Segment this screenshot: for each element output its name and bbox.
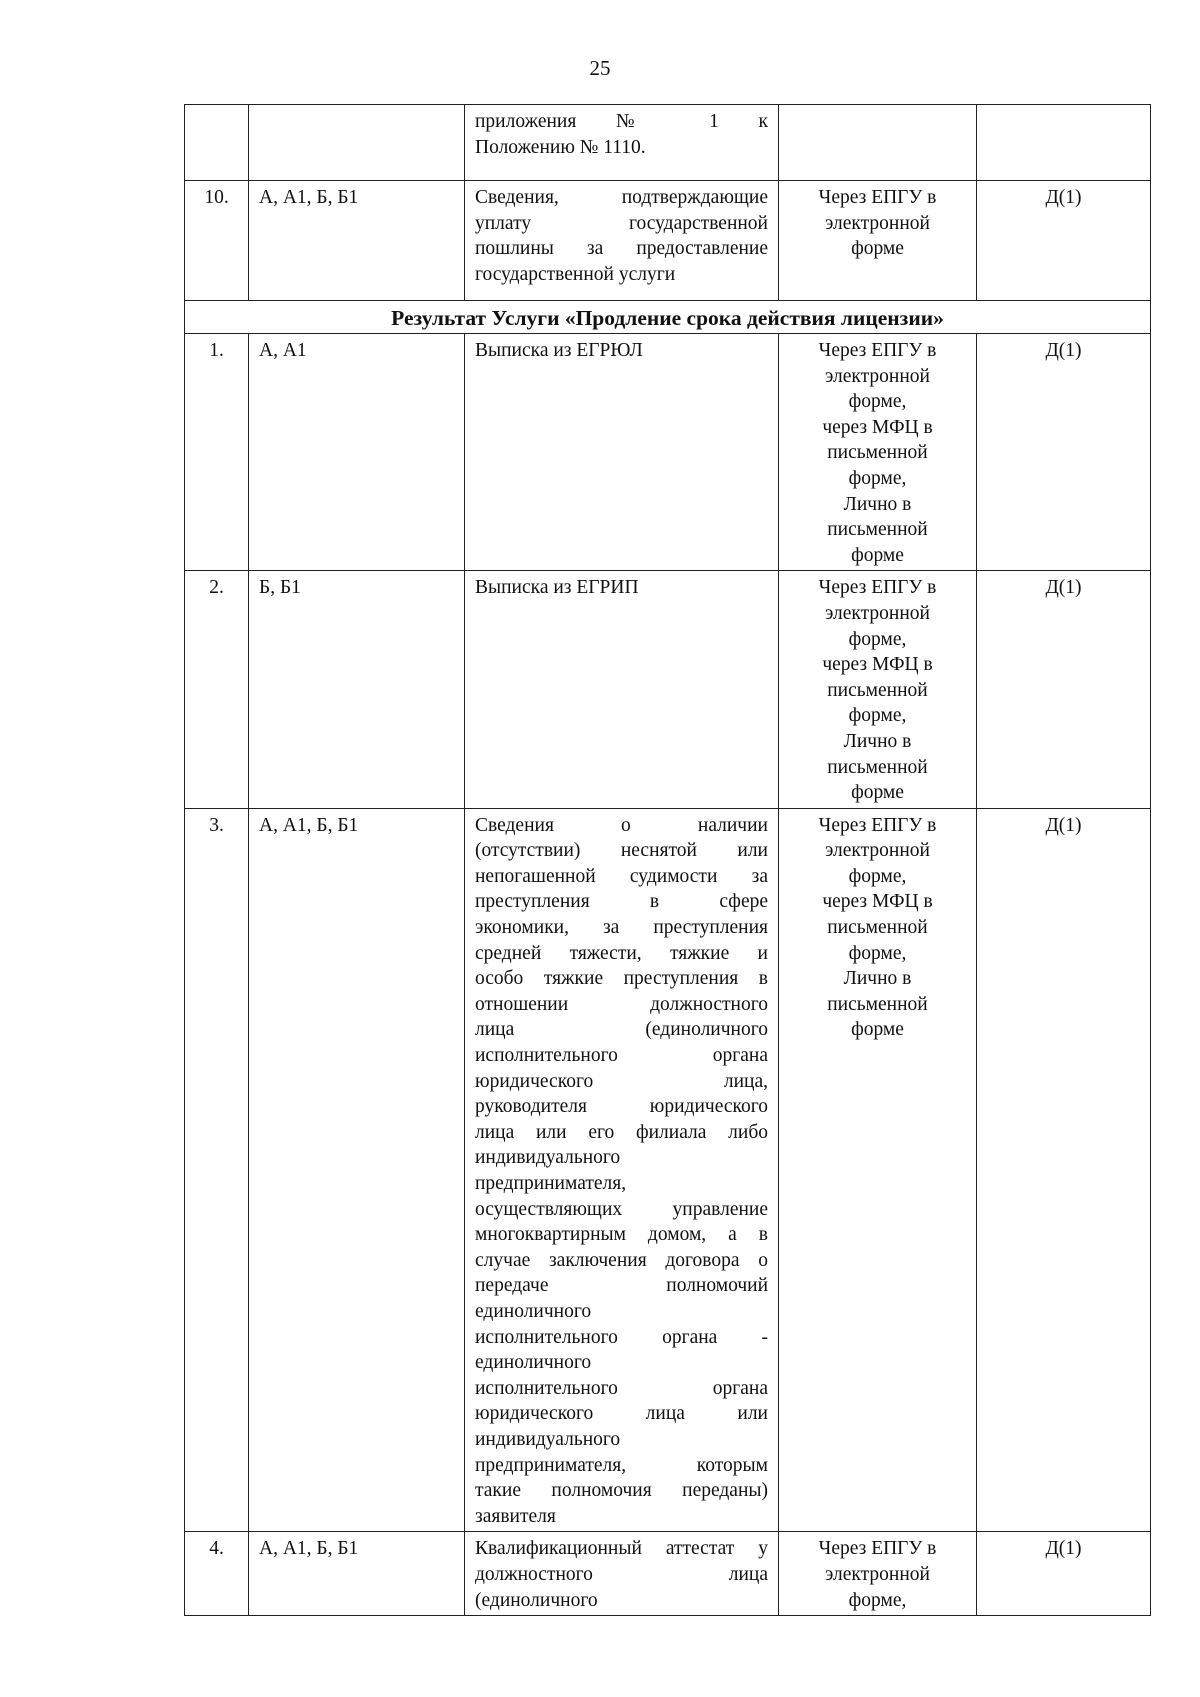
row-number: 4. bbox=[185, 1532, 249, 1616]
description-line: единоличного bbox=[475, 1300, 592, 1322]
description-line: отношении должностного bbox=[475, 993, 768, 1015]
document-type: Д(1) bbox=[977, 571, 1151, 808]
method-line: электронной bbox=[825, 602, 930, 624]
method-line: электронной bbox=[825, 840, 930, 862]
description-line: многоквартирным домом, а в bbox=[475, 1224, 768, 1246]
method-line: форме bbox=[851, 238, 904, 260]
document-description bbox=[465, 808, 779, 1532]
submission-method bbox=[779, 181, 977, 301]
submission-method bbox=[779, 1532, 977, 1616]
method-line: форме, bbox=[848, 628, 907, 650]
row-number: 3. bbox=[185, 808, 249, 1532]
method-line: Через ЕПГУ в bbox=[818, 577, 937, 599]
description-line: приложения № 1 к bbox=[475, 111, 768, 132]
applicant-categories: А, А1, Б, Б1 bbox=[249, 808, 465, 1532]
method-line: форме bbox=[851, 782, 904, 804]
method-line: письменной bbox=[827, 756, 928, 778]
description-line: передаче полномочий bbox=[475, 1275, 768, 1297]
method-line: Через ЕПГУ в bbox=[818, 340, 937, 361]
method-line: через МФЦ в bbox=[822, 891, 933, 913]
method-line: Лично в bbox=[843, 730, 912, 752]
method-line: письменной bbox=[827, 917, 928, 939]
description-line: Сведения о наличии bbox=[475, 814, 768, 836]
applicant-categories: А, А1 bbox=[249, 334, 465, 571]
method-line: электронной bbox=[825, 1563, 930, 1585]
description-line: средней тяжести, тяжкие и bbox=[475, 942, 768, 964]
description-line: исполнительного органа bbox=[475, 1377, 768, 1399]
description-line: руководителя юридического bbox=[475, 1096, 768, 1118]
description-line: исполнительного органа - bbox=[475, 1326, 768, 1348]
applicant-categories: А, А1, Б, Б1 bbox=[249, 181, 465, 301]
description-line: юридического лица или bbox=[475, 1403, 768, 1425]
method-line: Лично в bbox=[843, 493, 912, 515]
description-line: особо тяжкие преступления в bbox=[475, 968, 768, 990]
method-line: письменной bbox=[827, 993, 928, 1015]
method-line: форме, bbox=[848, 942, 907, 964]
row-number bbox=[185, 105, 249, 181]
description-line: осуществляющих управление bbox=[475, 1198, 768, 1220]
description-line: такие полномочия переданы) bbox=[475, 1480, 768, 1502]
documents-table bbox=[184, 104, 1151, 1616]
description-line: пошлины за предоставление bbox=[475, 238, 768, 260]
description-line: индивидуального bbox=[475, 1147, 621, 1169]
method-line: электронной bbox=[825, 212, 930, 234]
table-body-after bbox=[185, 334, 1151, 1616]
page-number: 25 bbox=[589, 56, 611, 80]
document-type: Д(1) bbox=[977, 181, 1151, 301]
method-line: письменной bbox=[827, 679, 928, 701]
description-line: государственной услуги bbox=[475, 263, 676, 285]
description-line: экономики, за преступления bbox=[475, 917, 768, 939]
description-line: единоличного bbox=[475, 1352, 592, 1374]
method-line: письменной bbox=[827, 519, 928, 541]
method-line: Лично в bbox=[843, 968, 912, 990]
description-line: индивидуального bbox=[475, 1428, 621, 1450]
document-description bbox=[465, 1532, 779, 1616]
description-line: должностного лица bbox=[475, 1563, 768, 1585]
description-line: заявителя bbox=[475, 1505, 556, 1527]
method-line: Через ЕПГУ в bbox=[818, 814, 937, 836]
method-line: Через ЕПГУ в bbox=[818, 187, 937, 208]
submission-method bbox=[779, 571, 977, 808]
document-description bbox=[465, 571, 779, 808]
table-row bbox=[185, 1532, 1151, 1616]
document-description bbox=[465, 105, 779, 181]
description-line: лица или его филиала либо bbox=[475, 1121, 768, 1143]
document-type: Д(1) bbox=[977, 808, 1151, 1532]
description-line: юридического лица, bbox=[475, 1070, 768, 1092]
row-number: 1. bbox=[185, 334, 249, 571]
description-line: предпринимателя, bbox=[475, 1173, 627, 1194]
method-line: форме, bbox=[848, 391, 907, 413]
section-title: Результат Услуги «Продление срока действия лицензии» bbox=[185, 301, 1151, 334]
section-header bbox=[185, 301, 1151, 334]
method-line: форме bbox=[851, 1019, 904, 1041]
method-line: форме, bbox=[848, 467, 907, 489]
description-line: исполнительного органа bbox=[475, 1045, 768, 1067]
document-description bbox=[465, 181, 779, 301]
description-line: Выписка из ЕГРИП bbox=[475, 577, 639, 599]
description-line: уплату государственной bbox=[475, 212, 768, 234]
method-line: через МФЦ в bbox=[822, 654, 933, 676]
row-number: 2. bbox=[185, 571, 249, 808]
document-type bbox=[977, 105, 1151, 181]
applicant-categories: А, А1, Б, Б1 bbox=[249, 1532, 465, 1616]
applicant-categories bbox=[249, 105, 465, 181]
description-line: лица (единоличного bbox=[475, 1019, 768, 1041]
description-line: непогашенной судимости за bbox=[475, 865, 768, 887]
method-line: форме bbox=[851, 544, 904, 566]
description-line: преступления в сфере bbox=[475, 891, 768, 913]
section-row bbox=[185, 301, 1151, 334]
description-line: Выписка из ЕГРЮЛ bbox=[475, 340, 643, 361]
submission-method bbox=[779, 334, 977, 571]
method-line: через МФЦ в bbox=[822, 416, 933, 438]
submission-method bbox=[779, 808, 977, 1532]
table-body-before bbox=[185, 105, 1151, 301]
method-line: письменной bbox=[827, 442, 928, 464]
method-line: Через ЕПГУ в bbox=[818, 1538, 937, 1560]
method-line: форме, bbox=[848, 1589, 907, 1611]
table-row bbox=[185, 181, 1151, 301]
document-description bbox=[465, 334, 779, 571]
description-line: (единоличного bbox=[475, 1589, 598, 1611]
method-line: форме, bbox=[848, 865, 907, 887]
table-row bbox=[185, 808, 1151, 1532]
description-line: Положению № 1110. bbox=[475, 136, 646, 158]
table-row bbox=[185, 105, 1151, 181]
document-type: Д(1) bbox=[977, 334, 1151, 571]
table-row bbox=[185, 334, 1151, 571]
description-line: Сведения, подтверждающие bbox=[475, 187, 768, 208]
submission-method bbox=[779, 105, 977, 181]
description-line: предпринимателя, которым bbox=[475, 1454, 768, 1476]
description-line: (отсутствии) неснятой или bbox=[475, 840, 768, 862]
method-line: форме, bbox=[848, 705, 907, 727]
document-type: Д(1) bbox=[977, 1532, 1151, 1616]
table-row bbox=[185, 571, 1151, 808]
row-number: 10. bbox=[185, 181, 249, 301]
method-line: электронной bbox=[825, 365, 930, 387]
description-line: Квалификационный аттестат у bbox=[475, 1538, 768, 1560]
description-line: случае заключения договора о bbox=[475, 1249, 768, 1271]
applicant-categories: Б, Б1 bbox=[249, 571, 465, 808]
